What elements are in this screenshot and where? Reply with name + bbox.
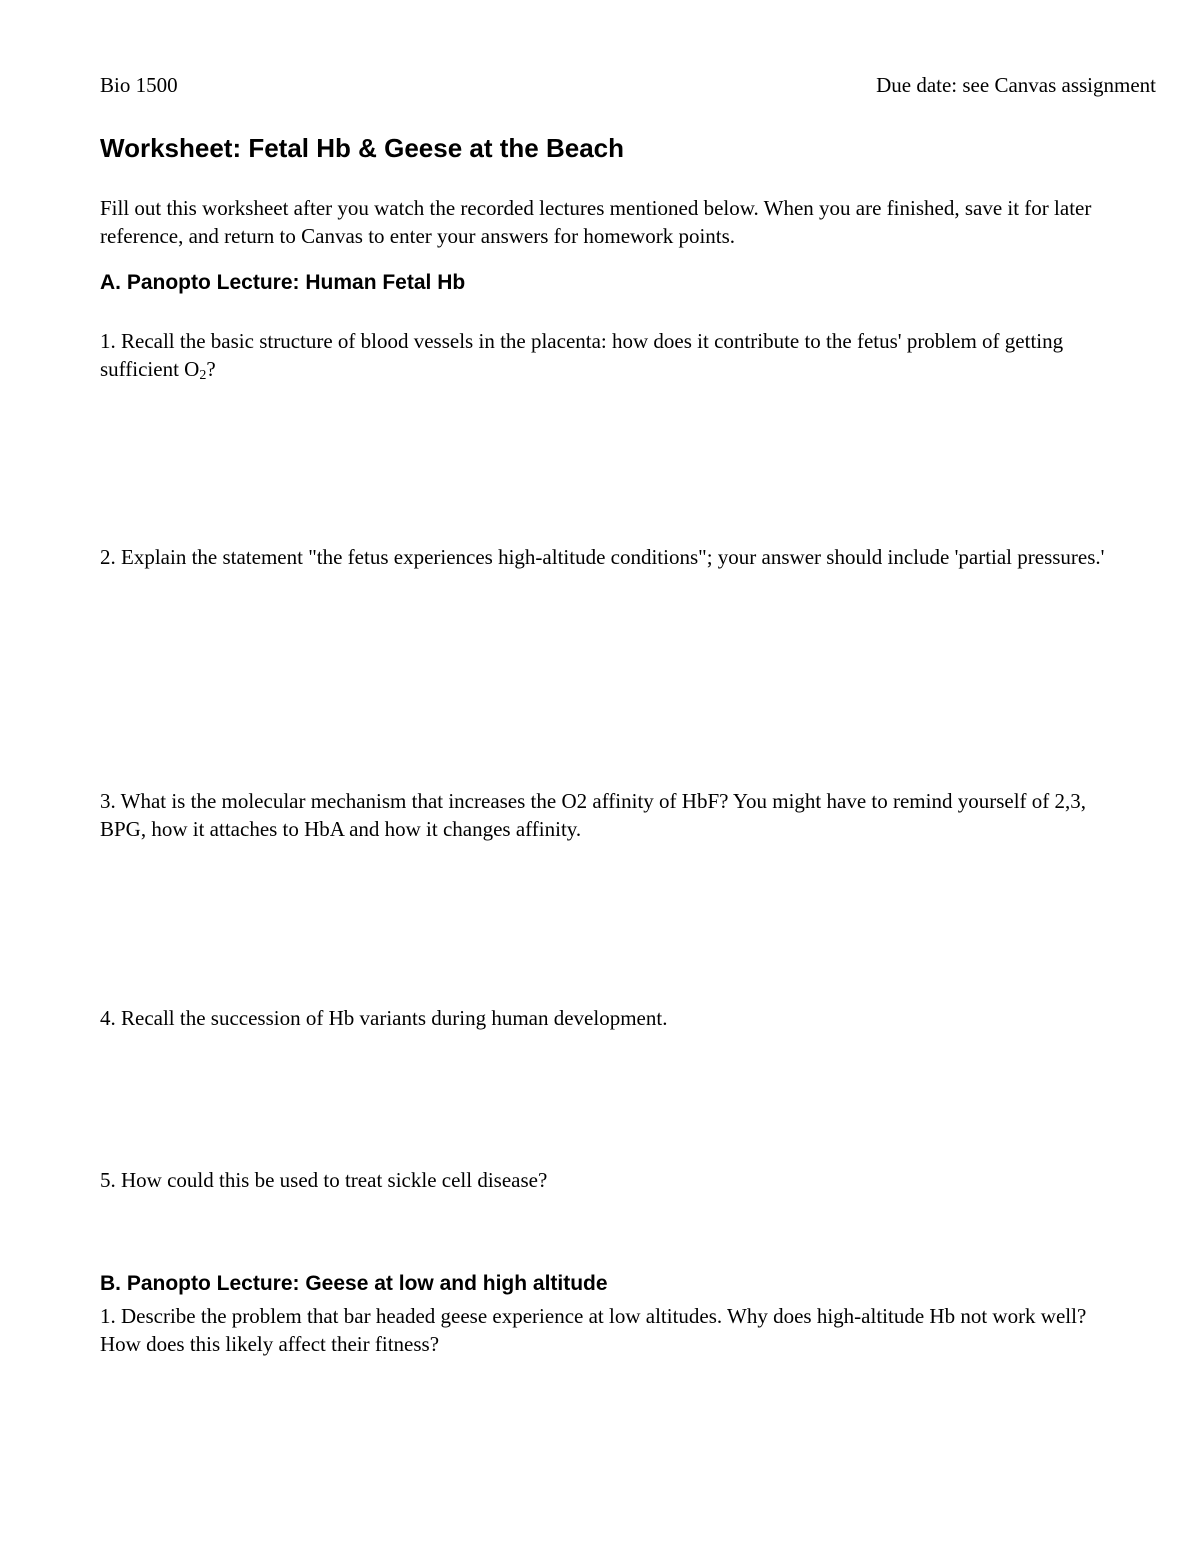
question-b1: 1. Describe the problem that bar headed geese experience at low altitudes. Why does high-altitude Hb not work well? How does this likely affect their fitness? xyxy=(100,1304,1087,1356)
section-b-heading: B. Panopto Lecture: Geese at low and high altitude xyxy=(100,1272,608,1295)
question-a5: 5. How could this be used to treat sickle cell disease? xyxy=(100,1168,548,1192)
course-name: Bio 1500 xyxy=(100,73,178,97)
due-date: Due date: see Canvas assignment xyxy=(876,73,1156,97)
question-a3: 3. What is the molecular mechanism that increases the O2 affinity of HbF? You might have to remind yourself of 2,3, BPG, how it attaches to HbA and how it changes affinity. xyxy=(100,789,1087,841)
question-a1-subscript: 2 xyxy=(199,368,207,383)
question-a4: 4. Recall the succession of Hb variants during human development. xyxy=(100,1006,668,1030)
question-a1-end: ? xyxy=(206,357,216,381)
question-a1 xyxy=(100,327,1110,383)
question-a2: 2. Explain the statement "the fetus experiences high-altitude conditions"; your answer should include 'partial pressures.' xyxy=(100,545,1105,569)
question-a1-text: 1. Recall the basic structure of blood vessels in the placenta: how does it contribute to the fetus' problem of getting sufficient O xyxy=(100,329,1064,381)
intro-paragraph: Fill out this worksheet after you watch the recorded lectures mentioned below. When you are finished, save it for later reference, and return to Canvas to enter your answers for homework points. xyxy=(100,196,1092,248)
worksheet-title: Worksheet: Fetal Hb & Geese at the Beach xyxy=(100,133,625,163)
section-a-heading: A. Panopto Lecture: Human Fetal Hb xyxy=(100,271,466,294)
